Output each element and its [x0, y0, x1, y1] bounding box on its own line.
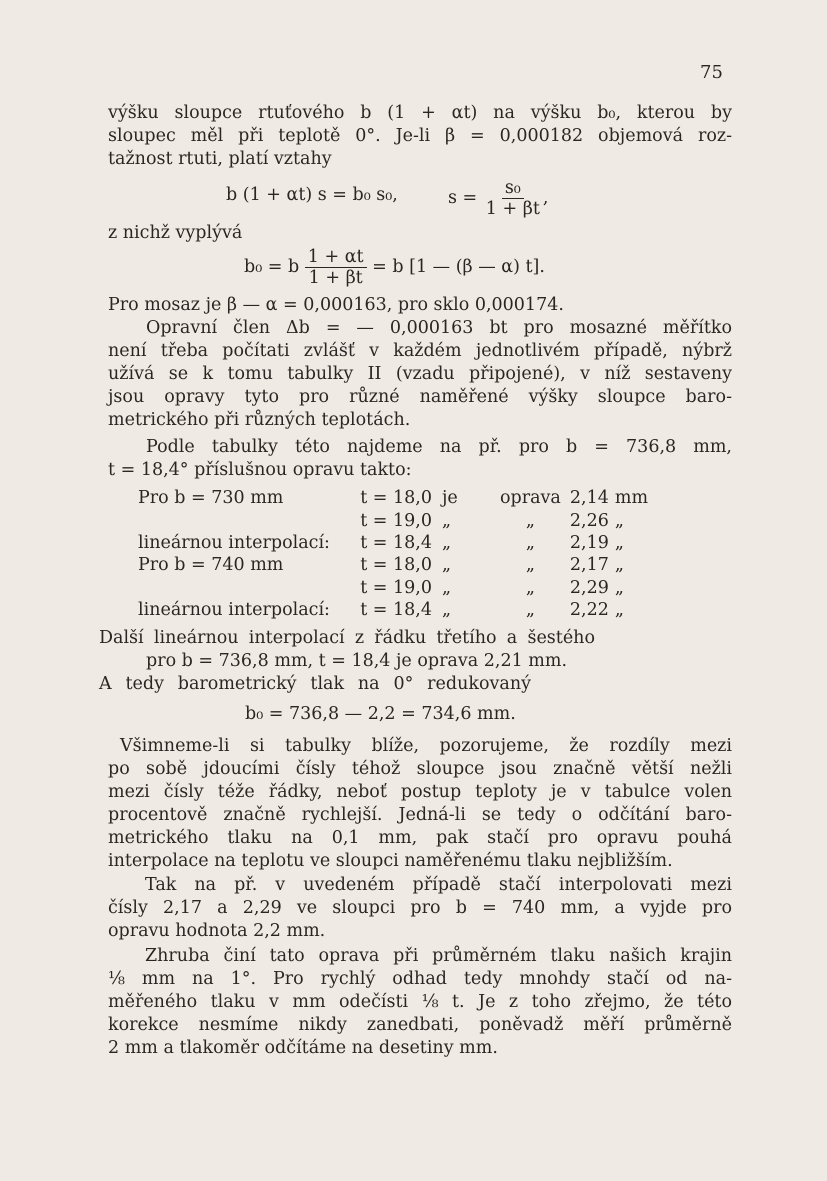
paragraph-line: ⅛ mm na 1°. Pro rychlý odhad tedy mnohdy stačí od na-	[108, 969, 732, 989]
paragraph-line: opravu hodnota 2,2 mm.	[108, 921, 326, 941]
table-oprava: „	[525, 510, 535, 531]
table-oprava: „	[525, 555, 535, 576]
table-oprava: „	[525, 532, 535, 553]
table-row-label	[138, 509, 344, 531]
paragraph-line: po sobě jdoucími čísly téhož sloupce jsou značně větší nežli	[108, 759, 732, 779]
paragraph-line: čísly 2,17 a 2,29 ve sloupci pro b = 740 mm, a vyjde pro	[108, 898, 732, 918]
table-oprava: „	[525, 577, 535, 598]
equation-2-rhs: = b [1 — (β — α) t].	[372, 257, 545, 278]
paragraph-line: metrického tlaku na 0,1 mm, pak stačí pro opravu pouhá	[108, 828, 732, 848]
page-number: 75	[700, 62, 723, 83]
table-value: 2,14	[569, 488, 609, 509]
paragraph-line: sloupec měl při teplotě 0°. Je-li β = 0,000182 objemová roz-	[108, 126, 732, 146]
paragraph-line: mezi čísly téže řádky, neboť postup teploty je v tabulce volen	[108, 782, 732, 802]
equation-1-left: b (1 + αt) s = b₀ s₀,	[226, 185, 398, 205]
paragraph-line: není třeba počítati zvlášť v každém jednotlivém případě, nýbrž	[108, 341, 732, 361]
table-je: „	[442, 532, 452, 553]
table-je: „	[442, 555, 452, 576]
table-temperature: t = 19,0	[360, 577, 432, 598]
table-row-label: lineárnou interpolací:	[138, 532, 330, 553]
table-row	[138, 599, 655, 621]
paragraph-line: pro b = 736,8 mm, t = 18,4 je oprava 2,21 mm.	[146, 651, 568, 671]
equation-1-right	[448, 178, 548, 219]
table-temperature: t = 18,0	[360, 488, 432, 509]
paragraph-line: Opravní člen Δb = — 0,000163 bt pro mosazné měřítko	[146, 318, 732, 338]
table-je: je	[442, 488, 458, 509]
paragraph-line: Zhruba činí tato oprava při průměrném tlaku našich krajin	[145, 946, 732, 966]
table-unit: „	[614, 577, 624, 598]
equation-2-numerator: 1 + αt	[305, 247, 367, 268]
table-unit: „	[614, 532, 624, 553]
table-row-label: Pro b = 730 mm	[138, 488, 284, 509]
table-unit: „	[614, 555, 624, 576]
table-temperature: t = 18,4	[360, 532, 432, 553]
equation-2-denominator: 1 + βt	[308, 268, 363, 289]
equation-2-lhs: b₀ = b	[244, 257, 300, 278]
paragraph-line: Další lineárnou interpolací z řádku třetího a šestého	[99, 628, 595, 648]
equation-1-numerator: s₀	[502, 178, 524, 199]
table-value: 2,17	[569, 555, 609, 576]
table-value: 2,19	[569, 532, 609, 553]
table-row-label: lineárnou interpolací:	[138, 600, 330, 621]
table-row	[138, 554, 655, 576]
paragraph-line: korekce nesmíme nikdy zanedbati, poněvadž měří průměrně	[108, 1015, 732, 1035]
paragraph-line: t = 18,4° příslušnou opravu takto:	[108, 460, 412, 480]
equation-1-denominator: 1 + βt	[485, 199, 540, 220]
paragraph-line: interpolace na teplotu ve sloupci naměřenému tlaku nejbližším.	[108, 851, 673, 871]
paragraph-line: metrického při různých teplotách.	[108, 410, 411, 430]
paragraph-line: užívá se k tomu tabulky II (vzadu připojené), v níž sestaveny	[108, 364, 732, 384]
table-temperature: t = 18,0	[360, 555, 432, 576]
table-je: „	[442, 600, 452, 621]
table-value: 2,29	[569, 577, 609, 598]
table-row	[138, 577, 655, 599]
equation-1-tail: ,	[542, 188, 549, 209]
paragraph-line: měřeného tlaku v mm odečísti ⅛ t. Je z toho zřejmo, že této	[108, 992, 732, 1012]
table-row-label: Pro b = 740 mm	[138, 555, 284, 576]
table-temperature: t = 19,0	[360, 510, 432, 531]
table-row-label	[138, 577, 344, 599]
paragraph-line: Tak na př. v uvedeném případě stačí interpolovati mezi	[145, 875, 732, 895]
table-row	[138, 509, 655, 531]
table-oprava: oprava	[500, 488, 561, 509]
paragraph-line: Všimneme-li si tabulky blíže, pozorujeme, že rozdíly mezi	[120, 736, 732, 756]
paragraph-line: tažnost rtuti, platí vztahy	[108, 149, 332, 169]
table-unit: „	[614, 510, 624, 531]
equation-2-fraction	[305, 247, 367, 288]
paragraph-line: Pro mosaz je β — α = 0,000163, pro sklo 0,000174.	[108, 295, 564, 315]
paragraph-line: A tedy barometrický tlak na 0° redukovaný	[99, 674, 531, 694]
table-oprava: „	[525, 600, 535, 621]
equation-2	[244, 247, 545, 288]
equation-1-fraction	[483, 178, 543, 219]
table-je: „	[442, 510, 452, 531]
table-row	[138, 532, 655, 554]
table-unit: „	[614, 600, 624, 621]
table-je: „	[442, 577, 452, 598]
equation-3: b₀ = 736,8 — 2,2 = 734,6 mm.	[245, 704, 516, 724]
table-row	[138, 487, 655, 509]
paragraph-line: 2 mm a tlakoměr odčítáme na desetiny mm.	[108, 1038, 498, 1058]
table-value: 2,26	[569, 510, 609, 531]
table-value: 2,22	[569, 600, 609, 621]
paragraph-line: procentově značně rychlejší. Jedná-li se tedy o odčítání baro-	[108, 805, 732, 825]
equation-1-s-lhs: s =	[448, 188, 478, 209]
correction-table	[138, 487, 655, 621]
paragraph-line: výšku sloupce rtuťového b (1 + αt) na výšku b₀, kterou by	[108, 103, 732, 123]
table-temperature: t = 18,4	[360, 600, 432, 621]
table-unit: mm	[614, 488, 649, 509]
paragraph-line: Podle tabulky této najdeme na př. pro b = 736,8 mm,	[146, 437, 732, 457]
paragraph-line: jsou opravy tyto pro různé naměřené výšky sloupce baro-	[108, 387, 732, 407]
z-nichz-line: z nichž vyplývá	[108, 223, 243, 243]
